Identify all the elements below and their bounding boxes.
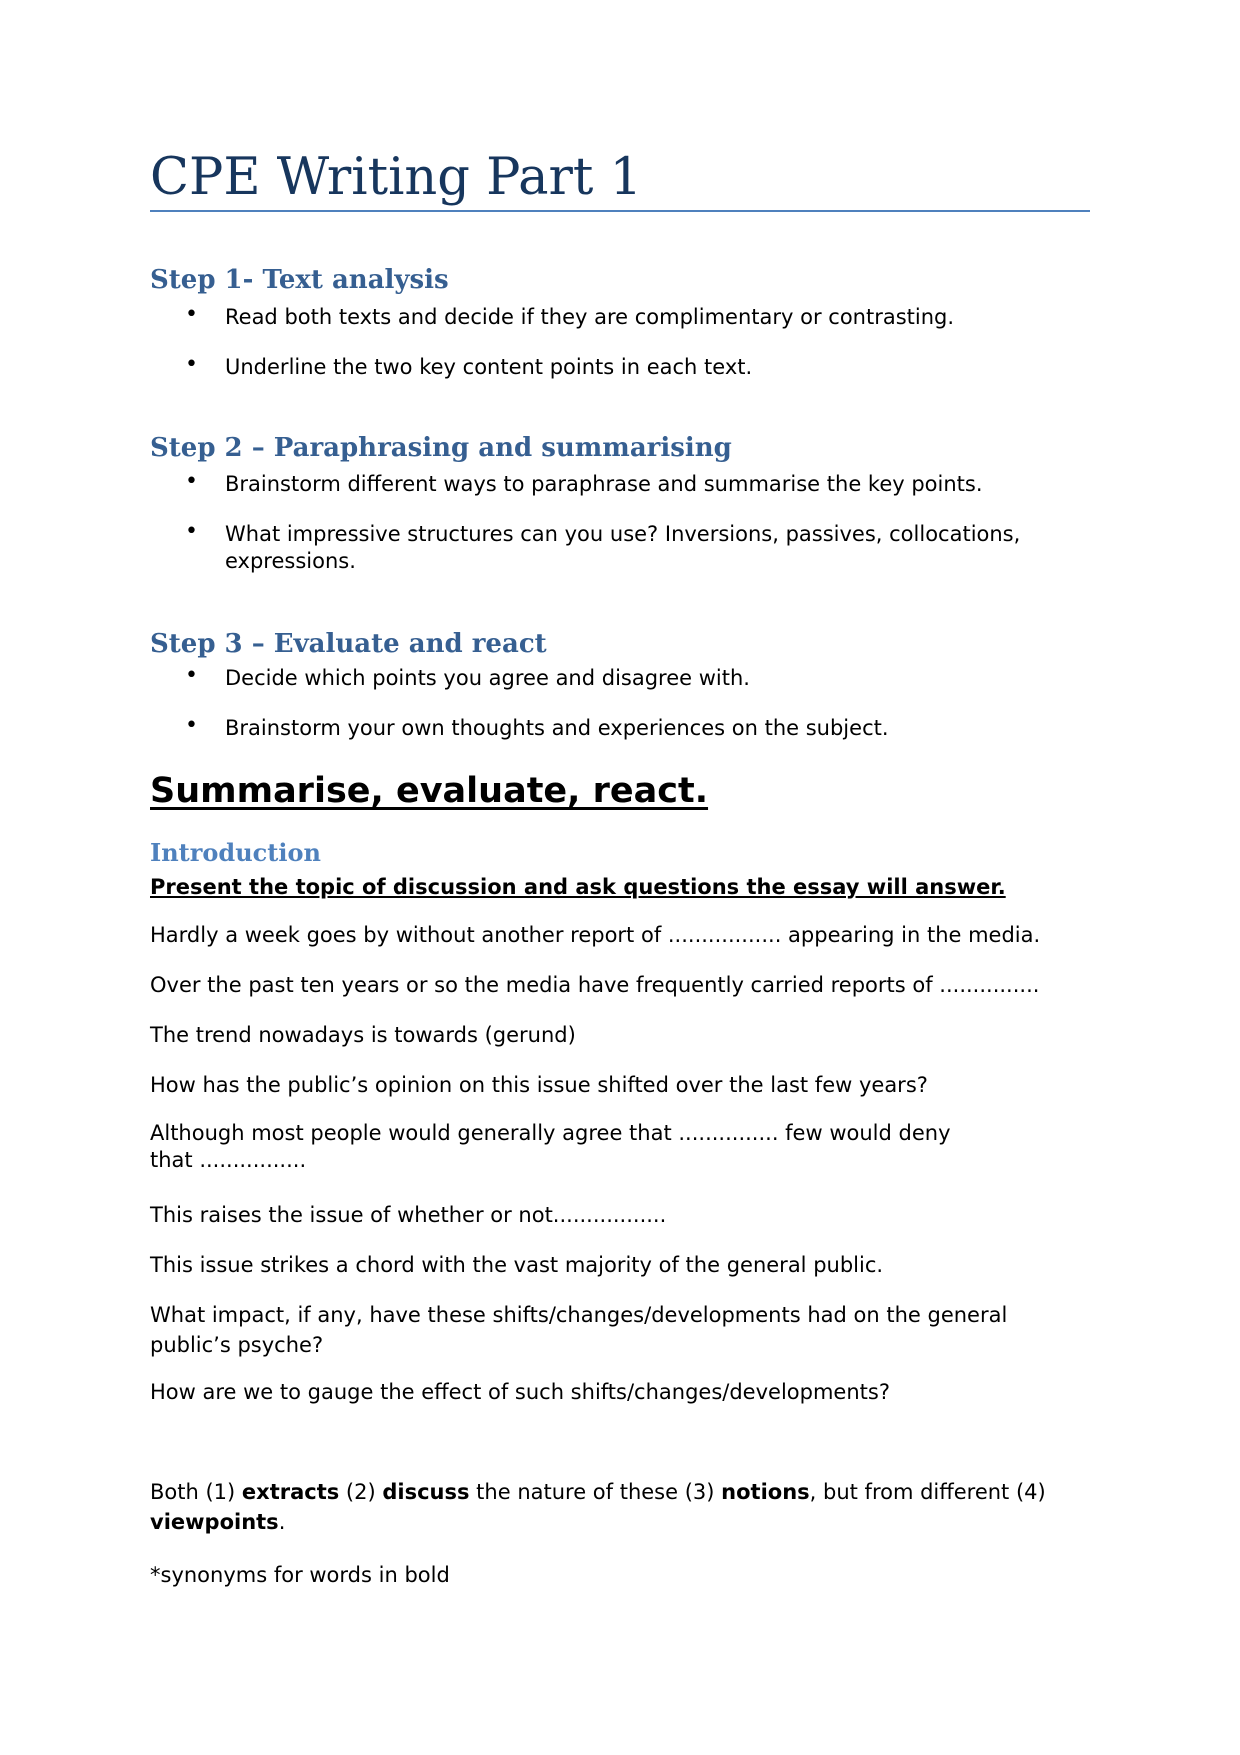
bold-word: discuss <box>382 1480 470 1504</box>
bullet-text: What impressive structures can you use? Inversions, passives, collocations, expressions. <box>225 522 1021 573</box>
step-1-heading: Step 1- Text analysis <box>150 265 449 295</box>
step-2-bullet-1 <box>185 469 1085 498</box>
bullet-icon: • <box>185 713 198 738</box>
example-sentence <box>150 1477 1090 1537</box>
step-3-bullet-2 <box>185 713 1085 742</box>
bullet-text: Read both texts and decide if they are complimentary or contrasting. <box>225 305 955 329</box>
intro-phrase: What impact, if any, have these shifts/changes/developments had on the general public’s psyche? <box>150 1303 1008 1357</box>
step-1-bullet-1 <box>185 302 1085 331</box>
section-title: Summarise, evaluate, react. <box>150 771 709 811</box>
intro-phrase: Over the past ten years or so the media have frequently carried reports of ............... <box>150 973 1040 997</box>
step-3-bullet-1 <box>185 663 1085 692</box>
step-3-heading: Step 3 – Evaluate and react <box>150 629 547 659</box>
intro-phrase: How has the public’s opinion on this issue shifted over the last few years? <box>150 1073 928 1097</box>
step-2-heading: Step 2 – Paraphrasing and summarising <box>150 433 732 463</box>
bullet-text: Decide which points you agree and disagree with. <box>225 666 750 690</box>
bullet-icon: • <box>185 352 198 377</box>
step-1-bullet-2 <box>185 352 1085 381</box>
title-underline-rule <box>150 210 1090 212</box>
example-text: (2) <box>339 1480 383 1504</box>
example-text: . <box>278 1510 286 1534</box>
introduction-instruction: Present the topic of discussion and ask questions the essay will answer. <box>150 875 1006 899</box>
intro-phrase: The trend nowadays is towards (gerund) <box>150 1023 576 1047</box>
bullet-text: Brainstorm different ways to paraphrase and summarise the key points. <box>225 472 983 496</box>
bullet-icon: • <box>185 302 198 327</box>
bullet-icon: • <box>185 519 198 544</box>
example-text: , but from different (4) <box>809 1480 1046 1504</box>
example-text: Both (1) <box>150 1480 242 1504</box>
bold-word: extracts <box>241 1480 340 1504</box>
intro-phrase: How are we to gauge the effect of such shifts/changes/developments? <box>150 1380 890 1404</box>
bullet-icon: • <box>185 469 198 494</box>
bold-word: notions <box>721 1480 810 1504</box>
introduction-heading: Introduction <box>150 838 321 867</box>
step-2-bullet-2 <box>185 519 1085 575</box>
bullet-text: Underline the two key content points in each text. <box>225 355 753 379</box>
bold-word: viewpoints <box>150 1510 279 1534</box>
document-title: CPE Writing Part 1 <box>150 148 643 207</box>
example-text: the nature of these (3) <box>469 1480 722 1504</box>
intro-phrase: Hardly a week goes by without another report of ................. appearing in the media. <box>150 923 1041 947</box>
footnote: *synonyms for words in bold <box>150 1563 450 1587</box>
intro-phrase: This issue strikes a chord with the vast majority of the general public. <box>150 1253 884 1277</box>
intro-phrase: Although most people would generally agree that ............... few would deny that ................ <box>150 1121 951 1172</box>
intro-phrase: This raises the issue of whether or not................. <box>150 1203 667 1227</box>
bullet-text: Brainstorm your own thoughts and experiences on the subject. <box>225 716 889 740</box>
bullet-icon: • <box>185 663 198 688</box>
